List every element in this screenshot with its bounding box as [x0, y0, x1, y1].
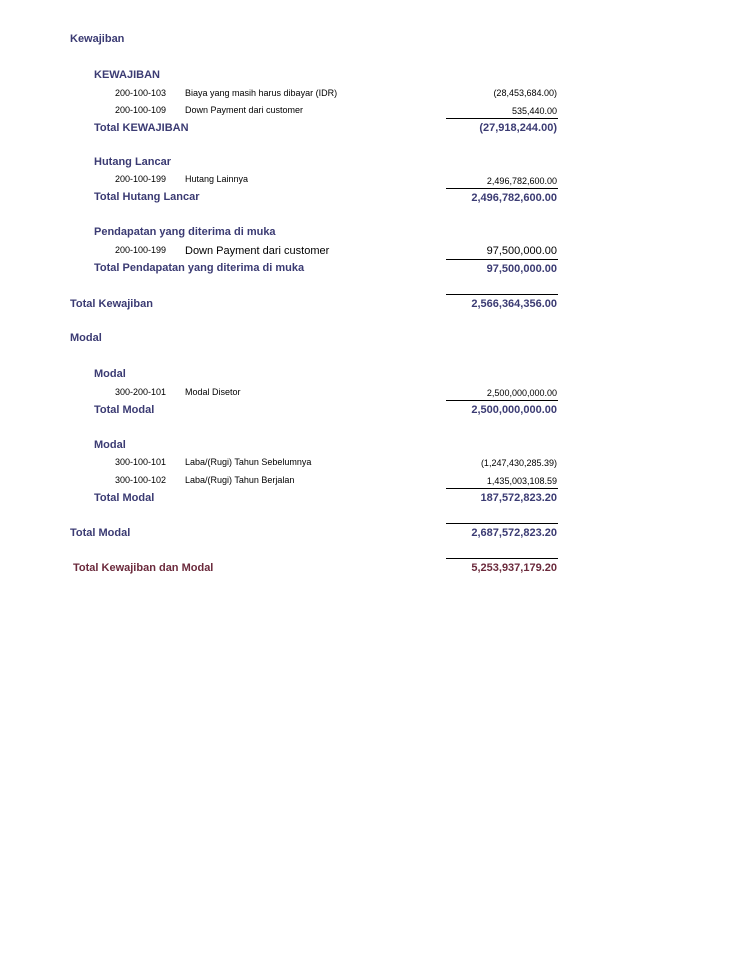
section-heading-kewajiban: Kewajiban	[70, 33, 125, 45]
grand-total-amount: 5,253,937,179.20	[471, 562, 557, 574]
group-total-amount: 2,496,782,600.00	[471, 192, 557, 204]
account-code: 300-100-102	[115, 475, 167, 485]
subtotal-rule	[446, 400, 558, 401]
subtotal-rule	[446, 259, 558, 260]
group-total-label: Total Pendapatan yang diterima di muka	[94, 262, 305, 274]
account-amount: (28,453,684.00)	[493, 88, 557, 98]
account-description: Laba/(Rugi) Tahun Berjalan	[185, 475, 295, 485]
account-code: 300-200-101	[115, 387, 167, 397]
account-description: Down Payment dari customer	[185, 245, 330, 257]
section-total-rule	[446, 294, 558, 295]
group-title-modal: Modal	[94, 439, 126, 451]
section-total-amount-kewajiban: 2,566,364,356.00	[471, 298, 557, 310]
account-code: 200-100-199	[115, 174, 167, 184]
account-description: Laba/(Rugi) Tahun Sebelumnya	[185, 457, 312, 467]
account-amount: 2,496,782,600.00	[486, 176, 557, 186]
account-code: 200-100-109	[115, 105, 167, 115]
group-total-amount: 97,500,000.00	[486, 263, 557, 275]
account-amount: 535,440.00	[511, 106, 557, 116]
section-total-rule	[446, 523, 558, 524]
subtotal-rule	[446, 188, 558, 189]
grand-total-rule	[446, 558, 558, 559]
group-title-kewajiban: KEWAJIBAN	[94, 69, 161, 81]
account-description: Biaya yang masih harus dibayar (IDR)	[185, 88, 338, 98]
group-total-amount: (27,918,244.00)	[479, 122, 557, 134]
account-code: 200-100-103	[115, 88, 167, 98]
account-code: 300-100-101	[115, 457, 167, 467]
section-total-label-modal: Total Modal	[70, 527, 131, 539]
account-amount: 97,500,000.00	[486, 245, 557, 257]
subtotal-rule	[446, 488, 558, 489]
group-total-amount: 2,500,000,000.00	[471, 404, 557, 416]
grand-total-label: Total Kewajiban dan Modal	[73, 562, 214, 574]
section-total-label-kewajiban: Total Kewajiban	[70, 298, 153, 310]
subtotal-rule	[446, 118, 558, 119]
group-total-label: Total Hutang Lancar	[94, 191, 200, 203]
group-total-label: Total KEWAJIBAN	[94, 122, 189, 134]
section-heading-modal: Modal	[70, 332, 102, 344]
group-title-hutang-lancar: Hutang Lancar	[94, 156, 172, 168]
account-description: Hutang Lainnya	[185, 174, 249, 184]
group-total-label: Total Modal	[94, 404, 155, 416]
account-code: 200-100-199	[115, 245, 167, 255]
account-amount: 1,435,003,108.59	[486, 476, 557, 486]
section-total-amount-modal: 2,687,572,823.20	[471, 527, 557, 539]
group-total-label: Total Modal	[94, 492, 155, 504]
account-description: Modal Disetor	[185, 387, 241, 397]
group-title-modal: Modal	[94, 368, 126, 380]
account-description: Down Payment dari customer	[185, 105, 304, 115]
group-title-pendapatan: Pendapatan yang diterima di muka	[94, 226, 276, 238]
account-amount: (1,247,430,285.39)	[480, 458, 557, 468]
account-amount: 2,500,000,000.00	[486, 388, 557, 398]
group-total-amount: 187,572,823.20	[480, 492, 557, 504]
